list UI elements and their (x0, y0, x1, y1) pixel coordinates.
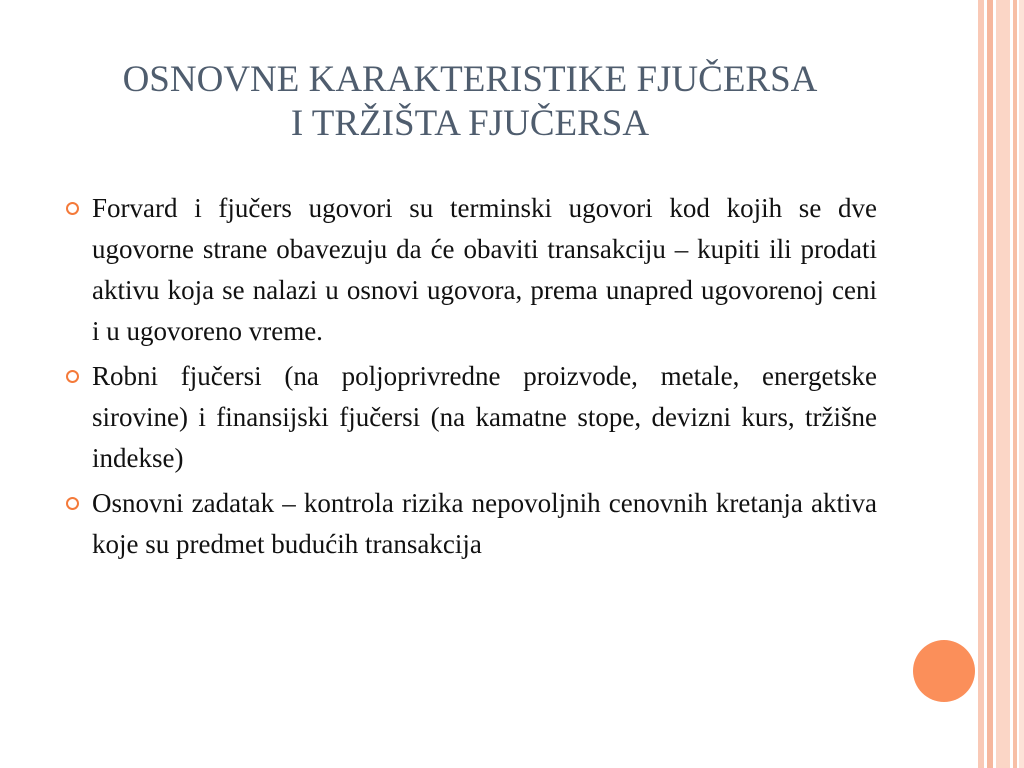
list-item (62, 483, 877, 565)
bullet-circle-icon (66, 497, 79, 510)
bullet-text: Forvard i fjučers ugovori su terminski ugovori kod kojih se dve ugovorne strane obavezuju da će obaviti transakciju – kupiti ili prodati aktivu koja se nalazi u osnovi ugovora, prema unapred ugovorenoj ceni i u ugovoreno vreme. (92, 193, 877, 346)
decorative-circle (913, 640, 975, 702)
decorative-stripe (987, 0, 993, 768)
bullet-circle-icon (66, 370, 79, 383)
decorative-stripe (996, 0, 1010, 768)
decorative-stripe (1019, 0, 1024, 768)
decorative-stripe (978, 0, 984, 768)
bullet-circle-icon (66, 202, 79, 215)
bullet-list (62, 188, 877, 569)
slide-title-line-2: I TRŽIŠTA FJUČERSA (290, 103, 650, 144)
decorative-stripe (1013, 0, 1017, 768)
bullet-text: Robni fjučersi (na poljoprivredne proizvode, metale, energetske sirovine) i finansijski fjučersi (na kamatne stope, devizni kurs, tržišne indekse) (92, 361, 877, 473)
slide-title (40, 58, 900, 146)
list-item (62, 188, 877, 352)
list-item (62, 356, 877, 479)
bullet-text: Osnovni zadatak – kontrola rizika nepovoljnih cenovnih kretanja aktiva koje su predmet budućih transakcija (92, 488, 877, 559)
slide-title-line-1: OSNOVNE KARAKTERISTIKE FJUČERSA (122, 59, 818, 100)
